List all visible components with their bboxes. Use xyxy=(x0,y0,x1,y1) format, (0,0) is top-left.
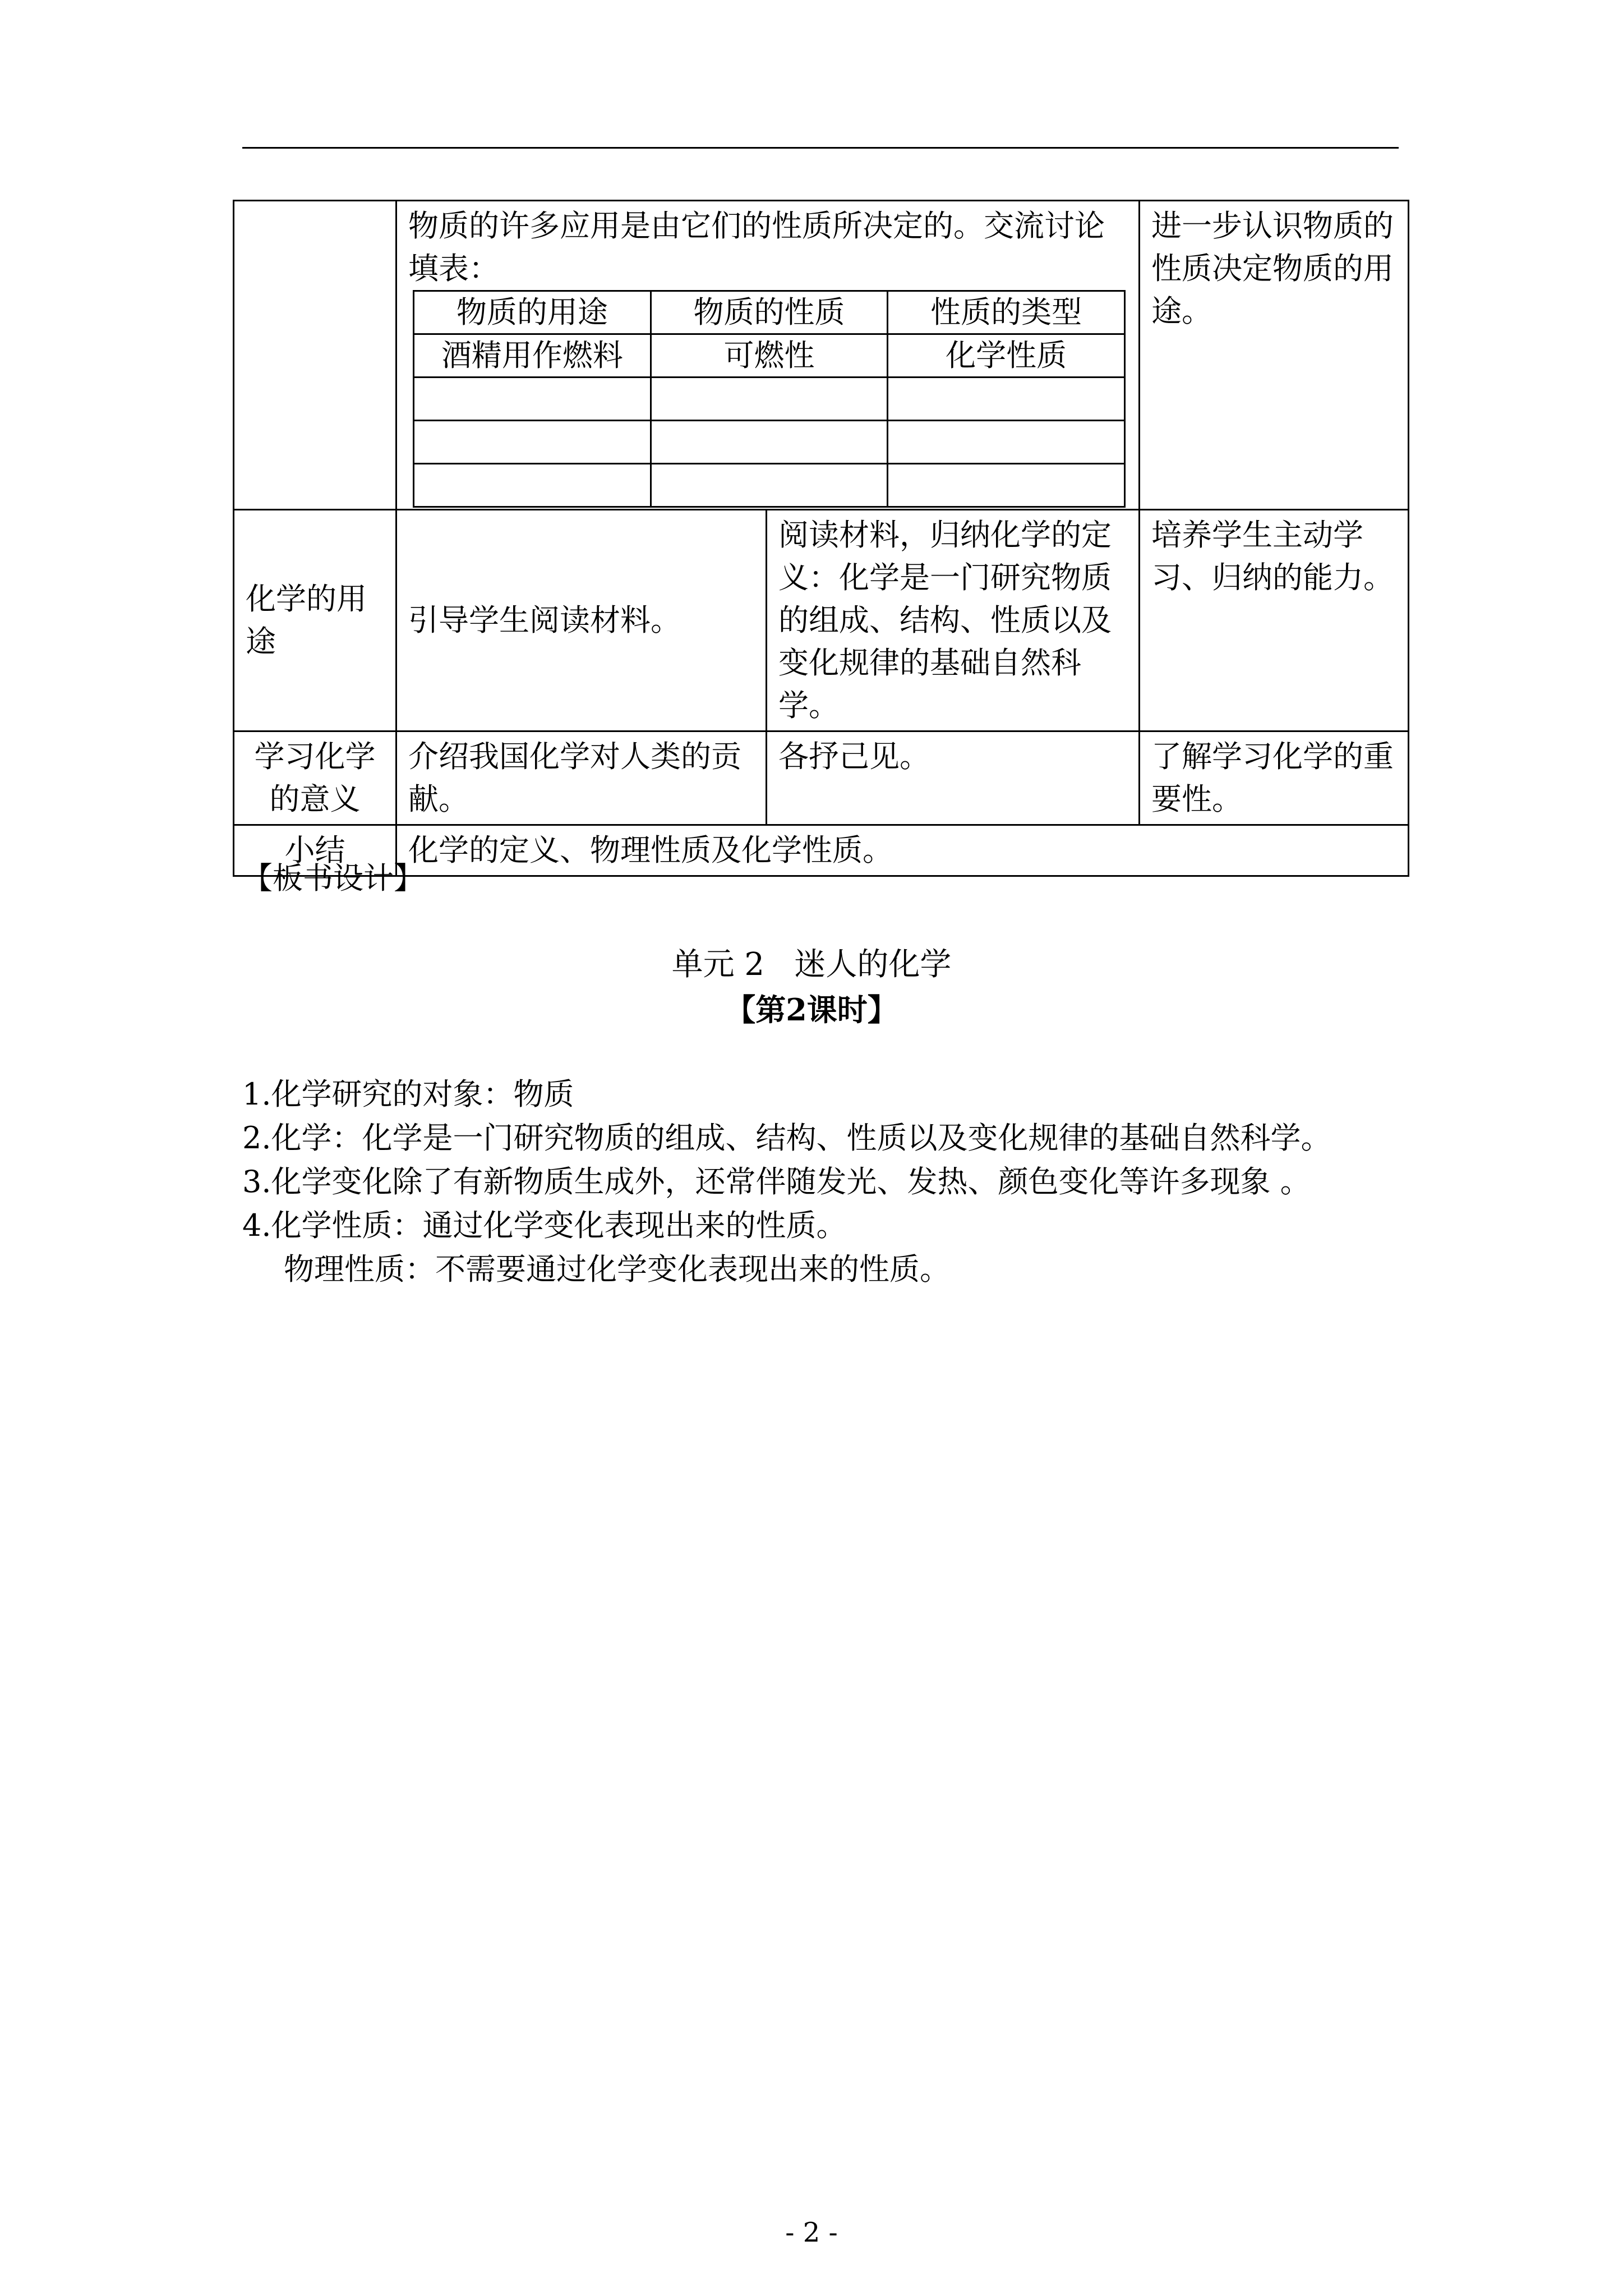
table-row xyxy=(414,334,1125,378)
table-row xyxy=(234,510,1409,731)
lesson-title: 【第2课时】 xyxy=(725,992,898,1028)
table-cell xyxy=(888,421,1125,464)
note-item: 3.化学变化除了有新物质生成外，还常伴随发光、发热、颜色变化等许多现象 。 xyxy=(242,1164,1311,1199)
board-design-heading: 【板书设计】 xyxy=(242,861,424,896)
row2-label-cell: 化学的用途 xyxy=(234,510,396,731)
header-rule xyxy=(242,147,1399,149)
row1-label-cell xyxy=(234,201,396,510)
table-cell xyxy=(651,378,888,421)
page-number: - 2 - xyxy=(785,2217,838,2248)
row1-activity-text: 物质的许多应用是由它们的性质所决定的。交流讨论填表： xyxy=(408,208,1105,286)
table-row xyxy=(234,731,1409,825)
header-cell-type: 性质的类型 xyxy=(888,291,1125,334)
table-cell xyxy=(414,464,651,507)
row2-teacher-cell: 引导学生阅读材料。 xyxy=(396,510,767,731)
table-cell xyxy=(888,378,1125,421)
table-row xyxy=(414,378,1125,421)
board-notes xyxy=(242,1073,1420,1291)
table-row xyxy=(234,201,1409,510)
table-cell xyxy=(651,464,888,507)
note-item: 1.化学研究的对象：物质 xyxy=(242,1076,574,1112)
note-item: 2.化学：化学是一门研究物质的组成、结构、性质以及变化规律的基础自然科学。 xyxy=(242,1120,1331,1156)
properties-table xyxy=(413,290,1126,508)
row1-activity-cell xyxy=(396,201,1140,510)
table-row xyxy=(414,421,1125,464)
row3-intent-cell: 了解学习化学的重要性。 xyxy=(1140,731,1409,825)
row2-intent-cell: 培养学生主动学习、归纳的能力。 xyxy=(1140,510,1409,731)
header-cell-use: 物质的用途 xyxy=(414,291,651,334)
table-cell xyxy=(414,421,651,464)
note-item-extra: 物理性质：不需要通过化学变化表现出来的性质。 xyxy=(284,1251,950,1287)
unit-title: 单元 2 迷人的化学 xyxy=(671,946,952,983)
row4-label-cell: 小结 xyxy=(234,825,396,876)
table-row xyxy=(414,291,1125,334)
row3-student-cell: 各抒己见。 xyxy=(767,731,1140,825)
row3-teacher-cell: 介绍我国化学对人类的贡献。 xyxy=(396,731,767,825)
row1-intent-cell: 进一步认识物质的性质决定物质的用途。 xyxy=(1140,201,1409,510)
row2-student-cell: 阅读材料，归纳化学的定义：化学是一门研究物质的组成、结构、性质以及变化规律的基础自然科学。 xyxy=(767,510,1140,731)
table-cell xyxy=(414,378,651,421)
note-item: 4.化学性质：通过化学变化表现出来的性质。 xyxy=(242,1208,847,1243)
row3-label-cell: 学习化学的意义 xyxy=(234,731,396,825)
table-cell: 酒精用作燃料 xyxy=(414,334,651,378)
lesson-plan-table xyxy=(233,200,1409,877)
row4-content-cell: 化学的定义、物理性质及化学性质。 xyxy=(396,825,1409,876)
table-cell: 化学性质 xyxy=(888,334,1125,378)
header-cell-property: 物质的性质 xyxy=(651,291,888,334)
table-cell xyxy=(888,464,1125,507)
table-cell: 可燃性 xyxy=(651,334,888,378)
table-row xyxy=(414,464,1125,507)
table-cell xyxy=(651,421,888,464)
